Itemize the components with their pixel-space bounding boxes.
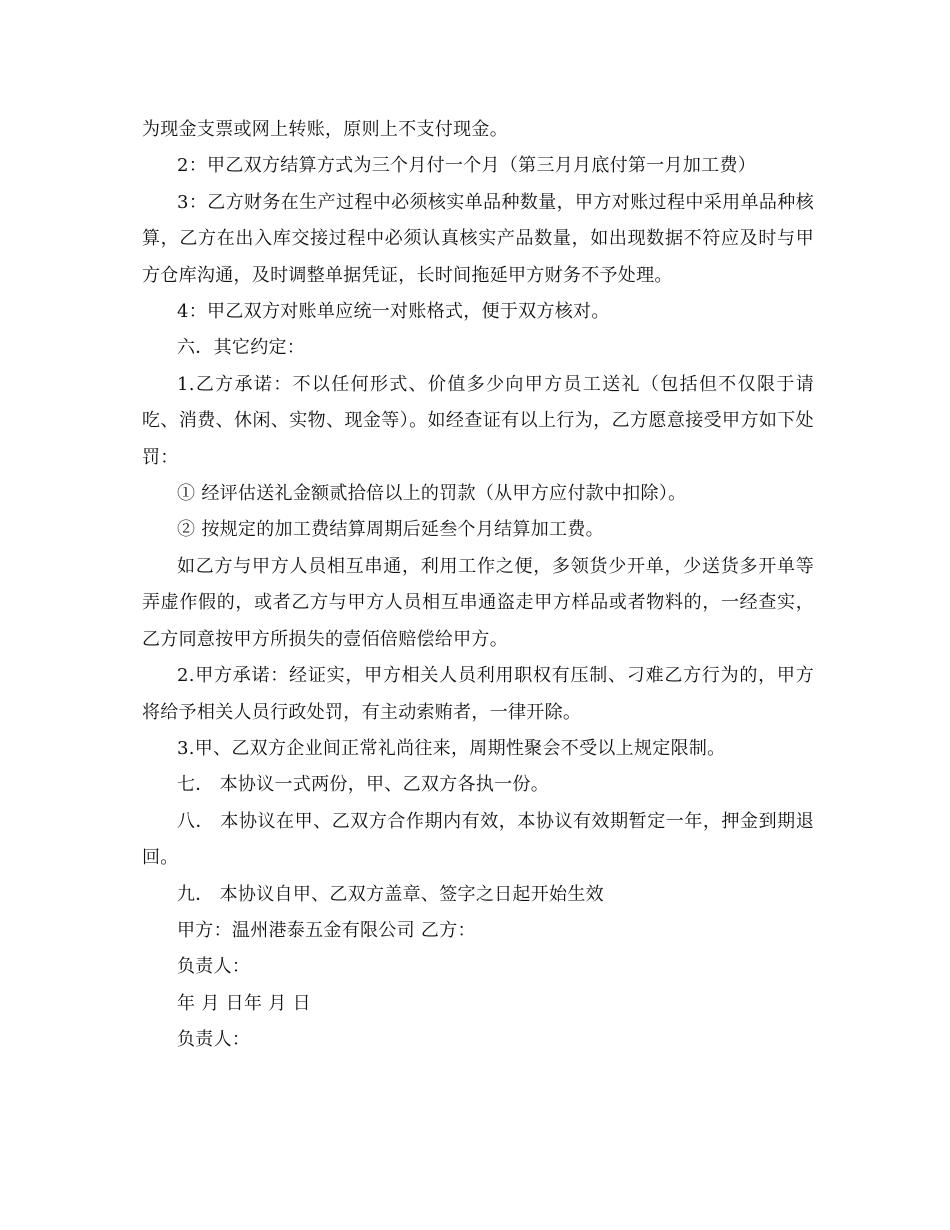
signature-party-line: 甲方：温州港泰五金有限公司 乙方： <box>177 919 476 941</box>
paragraph: 3.甲、乙双方企业间正常礼尚往来，周期性聚会不受以上规定限制。 <box>177 737 726 759</box>
section-heading: 八． 本协议在甲、乙双方合作期内有效，本协议有效期暂定一年，押金到期退回。 <box>142 810 814 869</box>
document-body <box>142 112 814 1059</box>
signature-date-line: 年 月 日年 月 日 <box>177 992 311 1014</box>
list-item: ② 按规定的加工费结算周期后延叁个月结算加工费。 <box>177 519 604 541</box>
list-item: ① 经评估送礼金额贰拾倍以上的罚款（从甲方应付款中扣除）。 <box>177 483 687 505</box>
paragraph: 2：甲乙双方结算方式为三个月付一个月（第三月月底付第一月加工费） <box>177 155 757 177</box>
paragraph: 2.甲方承诺：经证实，甲方相关人员利用职权有压制、刁难乙方行为的，甲方将给予相关人员行政处罚，有主动索贿者，一律开除。 <box>142 665 814 723</box>
paragraph: 3：乙方财务在生产过程中必须核实单品种数量，甲方对账过程中采用单品种核算，乙方在出入库交接过程中必须认真核实产品数量，如出现数据不符应及时与甲方仓库沟通，及时调整单据凭证，长时间拖延甲方财务不予处理。 <box>142 191 814 286</box>
signature-responsible-person: 负责人： <box>177 956 251 978</box>
signature-responsible-person: 负责人： <box>177 1029 251 1051</box>
paragraph: 为现金支票或网上转账，原则上不支付现金。 <box>142 119 508 140</box>
section-heading: 七． 本协议一式两份，甲、乙双方各执一份。 <box>177 774 550 796</box>
paragraph: 如乙方与甲方人员相互串通，利用工作之便，多领货少开单，少送货多开单等弄虚作假的，或者乙方与甲方人员相互串通盗走甲方样品或者物料的，一经查实，乙方同意按甲方所损失的壹佰倍赔偿给甲方。 <box>142 555 814 650</box>
paragraph: 4：甲乙双方对账单应统一对账格式，便于双方核对。 <box>177 301 610 323</box>
paragraph: 1.乙方承诺：不以任何形式、价值多少向甲方员工送礼（包括但不仅限于请吃、消费、休闲、实物、现金等）。如经查证有以上行为，乙方愿意接受甲方如下处罚： <box>142 373 814 468</box>
section-heading: 六．其它约定： <box>177 337 306 359</box>
section-heading: 九． 本协议自甲、乙双方盖章、签字之日起开始生效 <box>177 883 604 905</box>
